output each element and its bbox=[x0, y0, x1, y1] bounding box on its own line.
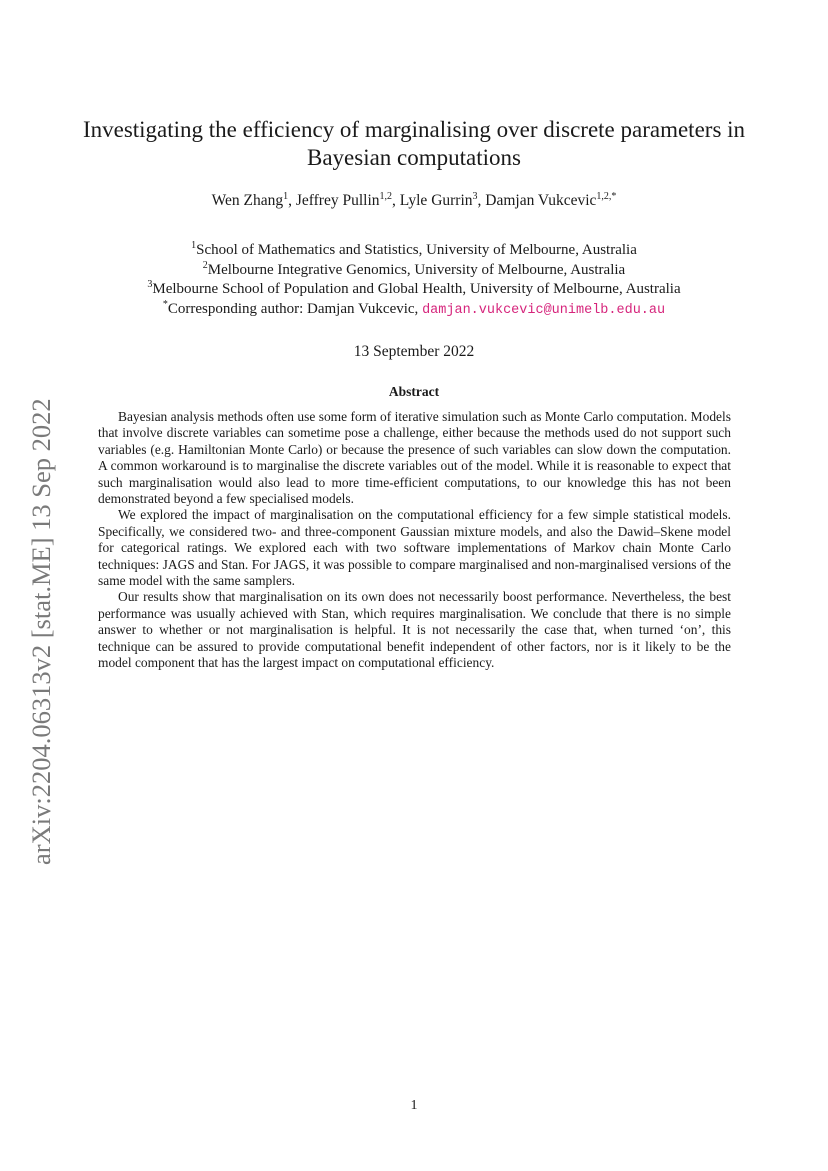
author-affiliation-mark: 3 bbox=[472, 191, 478, 202]
author-name: Damjan Vukcevic bbox=[485, 192, 597, 209]
page-number: 1 bbox=[410, 1098, 418, 1113]
author-affiliation-mark: 1 bbox=[283, 191, 289, 202]
affiliation-text: Melbourne School of Population and Global Health, University of Melbourne, Australia bbox=[152, 281, 681, 297]
author-affiliation-mark: 1,2 bbox=[379, 191, 393, 202]
corresponding-author-text: Corresponding author: Damjan Vukcevic, bbox=[167, 300, 423, 317]
author-name: Wen Zhang bbox=[211, 192, 284, 209]
author-affiliation-mark: 1,2,* bbox=[596, 191, 617, 202]
affiliation-line bbox=[60, 261, 768, 281]
author-name: Jeffrey Pullin bbox=[295, 192, 380, 209]
paper-title: Investigating the efficiency of marginalising over discrete parameters in Bayesian computations bbox=[82, 117, 746, 170]
affiliation-mark: 1 bbox=[191, 240, 197, 251]
affiliation-line bbox=[60, 241, 768, 261]
abstract-body bbox=[98, 409, 731, 672]
arxiv-identifier-stamp: arXiv:2204.06313v2 [stat.ME] 13 Sep 2022 bbox=[26, 398, 56, 865]
affiliation-line bbox=[60, 280, 768, 300]
abstract-paragraph: We explored the impact of marginalisation on the computational efficiency for a few simple statistical models. Specifically, we considered two- and three-component Gaussian mixture models, and also the Dawid–Skene model for categorical ratings. We explored each with two software implementations of Markov chain Monte Carlo techniques: JAGS and Stan. For JAGS, it was possible to compare marginalised and non-marginalised versions of the same model with the same samplers. bbox=[98, 507, 731, 589]
affiliation-text: Melbourne Integrative Genomics, University of Melbourne, Australia bbox=[207, 261, 626, 278]
abstract-heading: Abstract bbox=[388, 384, 440, 399]
corresponding-mark: * bbox=[162, 298, 168, 310]
corresponding-author-line bbox=[60, 300, 768, 321]
author-separator: , bbox=[477, 192, 486, 209]
abstract-paragraph: Bayesian analysis methods often use some form of iterative simulation such as Monte Carlo computation. Models that involve discrete variables can sometime pose a challenge, either because the methods used do not support such variables (e.g. Hamiltonian Monte Carlo) or because the presence of such variables can slow down the computation. A common workaround is to marginalise the discrete variables out of the model. While it is reasonable to expect that such marginalisation would also lead to more time-efficient computations, to our knowledge this has not been demonstrated beyond a few specialised models. bbox=[98, 409, 731, 507]
author-separator: , bbox=[392, 192, 400, 209]
email-link[interactable]: damjan.vukcevic@unimelb.edu.au bbox=[422, 302, 666, 318]
author-separator: , bbox=[288, 192, 296, 209]
affiliation-mark: 2 bbox=[202, 259, 208, 271]
publication-date: 13 September 2022 bbox=[353, 343, 475, 360]
author-name: Lyle Gurrin bbox=[399, 192, 473, 209]
author-list bbox=[60, 192, 768, 210]
affiliation-text: School of Mathematics and Statistics, University of Melbourne, Australia bbox=[196, 242, 637, 258]
abstract-paragraph: Our results show that marginalisation on its own does not necessarily boost performance. Nevertheless, the best performance was usually achieved with Stan, which requires marginalisation. We conclude that there is no simple answer to whether or not marginalisation is helpful. It is not necessarily the case that, when turned ‘on’, this technique can be assured to provide computational benefit independent of other factors, nor is it likely to be the model component that has the largest impact on computational efficiency. bbox=[98, 589, 731, 671]
affiliation-list bbox=[60, 241, 768, 320]
affiliation-mark: 3 bbox=[147, 279, 153, 290]
